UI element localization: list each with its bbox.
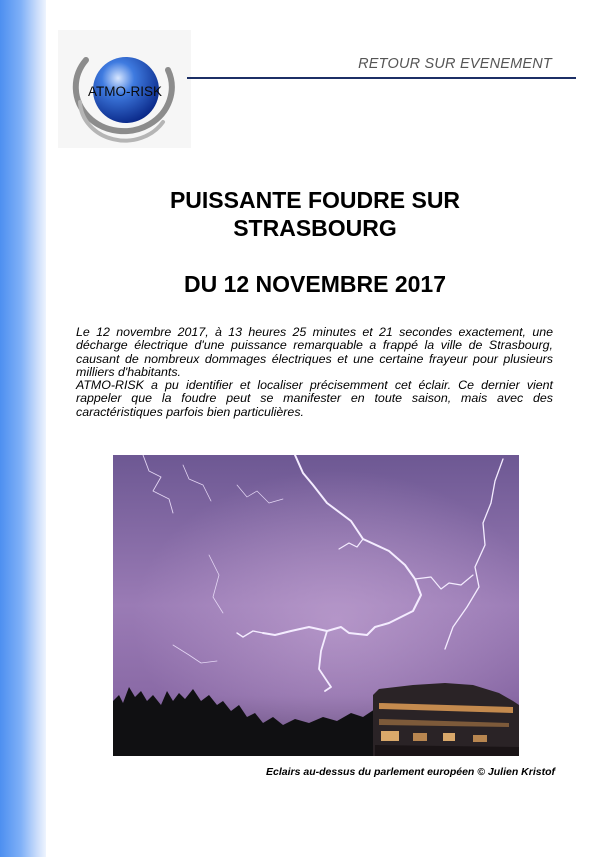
- paragraph-intro: Le 12 novembre 2017, à 13 heures 25 minutes et 21 secondes exactement, une décharge électrique d'une puissance remarquable a frappé la ville de Strasbourg, causant de nombreux dommages électriques et une certaine frayeur pour plusieurs milliers d'habitants.: [76, 325, 553, 379]
- date-heading: DU 12 NOVEMBRE 2017: [183, 271, 447, 297]
- logo-text: ATMO-RISK: [88, 84, 162, 99]
- paragraph-atmo-risk: ATMO-RISK a pu identifier et localiser précisemment cet éclair. Ce dernier vient rappeler que la foudre peut se manifester en toute saison, mais avec des caractéristiques parfois bien particulières.: [76, 378, 553, 419]
- logo-graphic: [58, 30, 191, 148]
- title-line-2: STRASBOURG: [233, 215, 397, 241]
- lightning-photo: [113, 455, 519, 756]
- title-line-1: PUISSANTE FOUDRE SUR: [169, 187, 461, 213]
- section-label: RETOUR SUR EVENEMENT: [358, 56, 552, 72]
- company-logo: [58, 30, 191, 148]
- photo-caption: Eclairs au-dessus du parlement européen © Julien Kristof: [266, 766, 555, 778]
- sidebar-gradient-band: [0, 0, 46, 857]
- parliament-building: [373, 683, 519, 756]
- article-body: [76, 326, 553, 419]
- header-divider: [187, 77, 576, 79]
